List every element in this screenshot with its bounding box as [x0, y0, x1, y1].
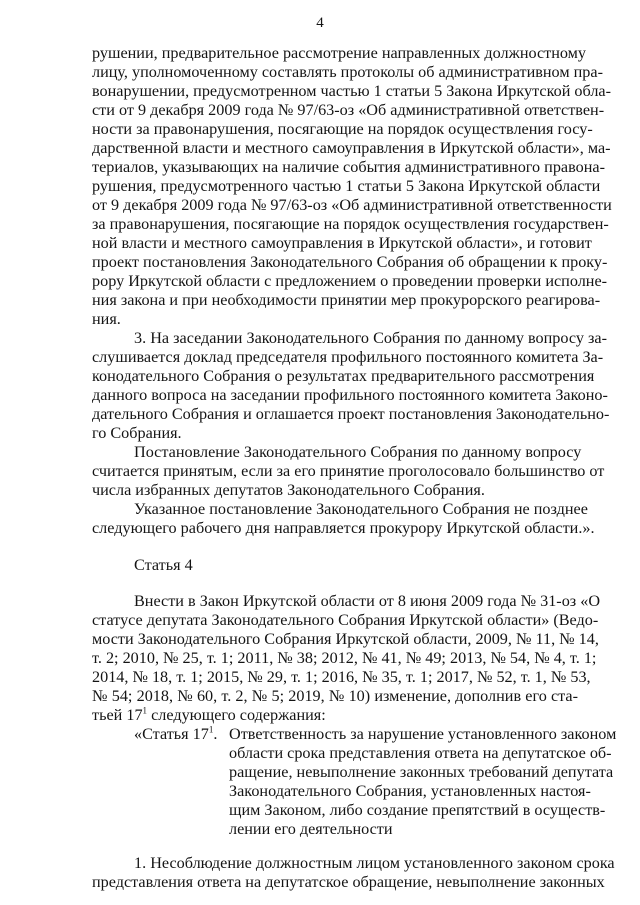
text-line: проект постановления Законодательного Собрания об обращении к проку-: [92, 253, 608, 271]
article-heading: Статья 4: [134, 556, 193, 574]
text-line: го Собрания.: [92, 424, 182, 442]
text-line: № 54; 2018, № 60, т. 2, № 5; 2019, № 10) изменение, дополнив его ста-: [92, 687, 578, 705]
text-line: ности за правонарушения, посягающие на порядок осуществления госу-: [92, 120, 593, 138]
text-line: [92, 706, 578, 725]
text-line: дарственной власти и местного самоуправления в Иркутской области», ма-: [92, 139, 611, 157]
text-line: вонарушении, предусмотренном частью 1 статьи 5 Закона Иркутской обла-: [92, 82, 611, 100]
text-fragment: следующего содержания:: [147, 706, 326, 724]
text-fragment: «Статья 17: [134, 725, 209, 743]
text-line: мости Законодательного Собрания Иркутской области, 2009, № 11, № 14,: [92, 630, 599, 648]
text-line: дательного Собрания и оглашается проект постановления Законодательно-: [92, 405, 610, 423]
text-line: 3. На заседании Законодательного Собрания по данному вопросу за-: [134, 329, 607, 347]
text-line: за правонарушения, посягающие на порядок осуществления государствен-: [92, 215, 609, 233]
text-line: статусе депутата Законодательного Собрания Иркутской области» (Ведо-: [92, 611, 599, 629]
superscript: 1: [142, 705, 148, 716]
text-line: ния.: [92, 310, 121, 328]
text-line: териалов, указывающих на наличие события административного правона-: [92, 158, 605, 176]
new-article-title-line: Законодательного Собрания, установленных настоя-: [229, 782, 591, 800]
text-fragment: .: [213, 725, 218, 743]
superscript: 1: [208, 724, 214, 735]
text-line: т. 2; 2010, № 25, т. 1; 2011, № 38; 2012, № 41, № 49; 2013, № 54, № 4, т. 1;: [92, 649, 597, 667]
new-article-title-line: области срока представления ответа на депутатское об-: [229, 744, 612, 762]
text-fragment: тьей 17: [92, 706, 143, 724]
text-line: лицу, уполномоченному составлять протоколы об административном пра-: [92, 63, 603, 81]
text-line: числа избранных депутатов Законодательного Собрания.: [92, 481, 485, 499]
new-article-title-line: лении его деятельности: [229, 820, 393, 838]
text-line: от 9 декабря 2009 года № 97/63-оз «Об административной ответственности: [92, 196, 612, 214]
new-article-lead: [134, 725, 217, 744]
new-article-title-line: Ответственность за нарушение установленного законом: [229, 725, 617, 743]
page-number: 4: [316, 15, 324, 31]
text-line: рушения, предусмотренного частью 1 статьи 5 Закона Иркутской области: [92, 177, 601, 195]
text-line: рушении, предварительное рассмотрение направленных должностному: [92, 44, 587, 62]
text-line: рору Иркутской области с предложением о проведении проверки исполне-: [92, 272, 608, 290]
text-line: считается принятым, если за его принятие проголосовало большинство от: [92, 462, 605, 480]
text-line: сти от 9 декабря 2009 года № 97/63-оз «Об административной ответствен-: [92, 101, 605, 119]
text-line: ния закона и при необходимости принятии мер прокурорского реагирова-: [92, 291, 601, 309]
text-line: 2014, № 18, т. 1; 2015, № 29, т. 1; 2016, № 35, т. 1; 2017, № 52, т. 1, № 53,: [92, 668, 591, 686]
text-line: представления ответа на депутатское обращение, невыполнение законных: [92, 873, 605, 891]
text-line: Постановление Законодательного Собрания по данному вопросу: [134, 443, 582, 461]
text-line: конодательного Собрания о результатах предварительного рассмотрения: [92, 367, 595, 385]
new-article-title-line: ращение, невыполнение законных требований депутата: [229, 763, 614, 781]
text-line: 1. Несоблюдение должностным лицом установленного законом срока: [134, 854, 615, 872]
text-line: Указанное постановление Законодательного Собрания не позднее: [134, 500, 588, 518]
text-line: слушивается доклад председателя профильного постоянного комитета За-: [92, 348, 604, 366]
text-line: данного вопроса на заседании профильного постоянного комитета Законо-: [92, 386, 608, 404]
text-line: ной власти и местного самоуправления в Иркутской области», и готовит: [92, 234, 592, 252]
text-line: следующего рабочего дня направляется прокурору Иркутской области.».: [92, 519, 595, 537]
new-article-title-line: щим Законом, либо создание препятствий в осуществ-: [229, 801, 606, 819]
text-line: Внести в Закон Иркутской области от 8 июня 2009 года № 31-оз «О: [134, 592, 601, 610]
